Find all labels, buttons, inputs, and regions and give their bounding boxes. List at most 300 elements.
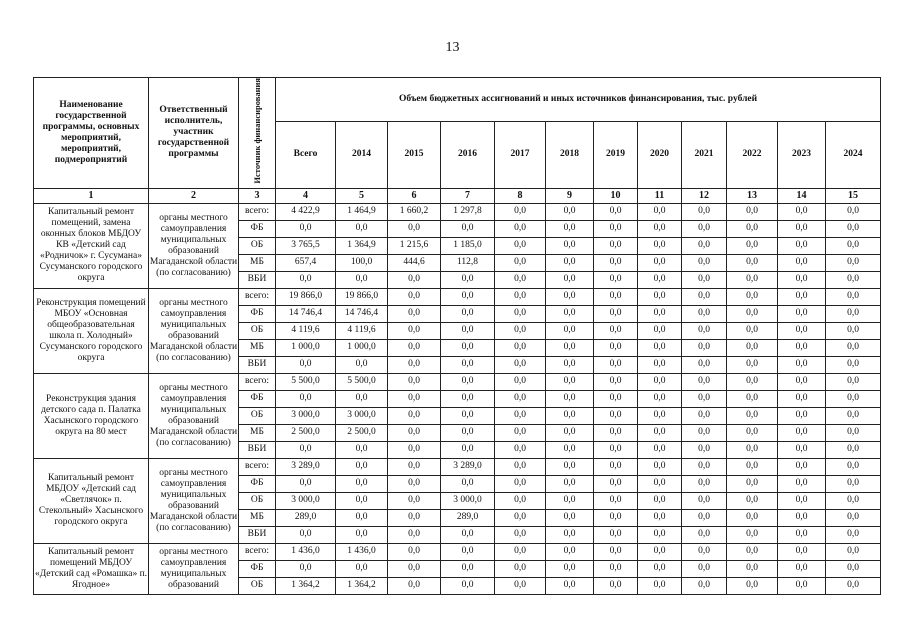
funding-source: МБ	[239, 254, 276, 271]
amount-2015: 0,0	[388, 458, 441, 475]
amount-2021: 0,0	[682, 577, 727, 594]
amount-2014: 0,0	[336, 526, 388, 543]
total-amount: 1 000,0	[276, 339, 336, 356]
amount-2015: 0,0	[388, 305, 441, 322]
amount-2014: 0,0	[336, 560, 388, 577]
amount-2021: 0,0	[682, 203, 727, 220]
amount-2019: 0,0	[594, 390, 638, 407]
funding-source: ФБ	[239, 560, 276, 577]
total-amount: 14 746,4	[276, 305, 336, 322]
amount-2020: 0,0	[638, 373, 682, 390]
amount-2016: 0,0	[441, 339, 495, 356]
amount-2017: 0,0	[495, 407, 546, 424]
funding-source: ФБ	[239, 220, 276, 237]
amount-2015: 0,0	[388, 577, 441, 594]
total-amount: 3 000,0	[276, 407, 336, 424]
amount-2024: 0,0	[826, 577, 881, 594]
funding-source: МБ	[239, 424, 276, 441]
amount-2017: 0,0	[495, 305, 546, 322]
total-amount: 0,0	[276, 475, 336, 492]
amount-2022: 0,0	[727, 475, 778, 492]
amount-2023: 0,0	[778, 339, 826, 356]
amount-2017: 0,0	[495, 543, 546, 560]
amount-2023: 0,0	[778, 509, 826, 526]
amount-2024: 0,0	[826, 543, 881, 560]
amount-2014: 4 119,6	[336, 322, 388, 339]
amount-2015: 0,0	[388, 509, 441, 526]
table-row	[34, 203, 881, 220]
table-row	[34, 543, 881, 560]
amount-2022: 0,0	[727, 254, 778, 271]
amount-2023: 0,0	[778, 543, 826, 560]
total-amount: 1 364,2	[276, 577, 336, 594]
amount-2014: 0,0	[336, 271, 388, 288]
amount-2019: 0,0	[594, 237, 638, 254]
header-total: Всего	[276, 122, 336, 188]
total-amount: 0,0	[276, 560, 336, 577]
amount-2022: 0,0	[727, 356, 778, 373]
amount-2019: 0,0	[594, 577, 638, 594]
funding-source: всего:	[239, 373, 276, 390]
header-source	[239, 78, 276, 189]
header-source-label: Источник финансирования	[252, 78, 262, 184]
amount-2018: 0,0	[546, 509, 594, 526]
amount-2024: 0,0	[826, 322, 881, 339]
amount-2016: 0,0	[441, 220, 495, 237]
program-name: Реконструкция помещений МБОУ «Основная общеобразовательная школа п. Холодный» Сусуманского городского округа	[34, 288, 149, 373]
funding-source: всего:	[239, 458, 276, 475]
amount-2020: 0,0	[638, 237, 682, 254]
amount-2014: 2 500,0	[336, 424, 388, 441]
program-name: Капитальный ремонт МБДОУ «Детский сад «Светлячок» п. Стекольный» Хасынского городского округа	[34, 458, 149, 543]
amount-2019: 0,0	[594, 526, 638, 543]
amount-2017: 0,0	[495, 322, 546, 339]
amount-2015: 1 215,6	[388, 237, 441, 254]
column-number: 11	[638, 188, 682, 203]
amount-2015: 0,0	[388, 424, 441, 441]
funding-source: ФБ	[239, 305, 276, 322]
amount-2016: 0,0	[441, 475, 495, 492]
amount-2024: 0,0	[826, 254, 881, 271]
program-name: Реконструкция здания детского сада п. Палатка Хасынского городского округа на 80 мест	[34, 373, 149, 458]
amount-2023: 0,0	[778, 356, 826, 373]
header-year-2019: 2019	[594, 122, 638, 188]
responsible-executor: органы местного самоуправления муниципальных образований	[149, 543, 239, 594]
amount-2021: 0,0	[682, 237, 727, 254]
amount-2022: 0,0	[727, 577, 778, 594]
amount-2014: 0,0	[336, 475, 388, 492]
funding-source: ФБ	[239, 390, 276, 407]
amount-2018: 0,0	[546, 543, 594, 560]
amount-2022: 0,0	[727, 492, 778, 509]
amount-2018: 0,0	[546, 458, 594, 475]
amount-2024: 0,0	[826, 390, 881, 407]
header-year-2024: 2024	[826, 122, 881, 188]
amount-2019: 0,0	[594, 254, 638, 271]
amount-2019: 0,0	[594, 492, 638, 509]
total-amount: 0,0	[276, 390, 336, 407]
program-name: Капитальный ремонт помещений, замена оконных блоков МБДОУ КВ «Детский сад «Родничок» г. Сусумана» Сусуманского городского округа	[34, 203, 149, 288]
amount-2023: 0,0	[778, 475, 826, 492]
amount-2016: 289,0	[441, 509, 495, 526]
column-number: 12	[682, 188, 727, 203]
amount-2018: 0,0	[546, 526, 594, 543]
amount-2018: 0,0	[546, 475, 594, 492]
amount-2015: 0,0	[388, 220, 441, 237]
amount-2014: 14 746,4	[336, 305, 388, 322]
funding-source: ВБИ	[239, 441, 276, 458]
amount-2023: 0,0	[778, 390, 826, 407]
amount-2014: 1 436,0	[336, 543, 388, 560]
total-amount: 4 422,9	[276, 203, 336, 220]
total-amount: 0,0	[276, 271, 336, 288]
amount-2020: 0,0	[638, 356, 682, 373]
funding-source: всего:	[239, 288, 276, 305]
amount-2021: 0,0	[682, 390, 727, 407]
amount-2020: 0,0	[638, 543, 682, 560]
amount-2016: 0,0	[441, 560, 495, 577]
amount-2014: 0,0	[336, 356, 388, 373]
header-year-2020: 2020	[638, 122, 682, 188]
funding-source: всего:	[239, 203, 276, 220]
responsible-executor: органы местного самоуправления муниципальных образований Магаданской области (по согласованию)	[149, 458, 239, 543]
amount-2023: 0,0	[778, 492, 826, 509]
total-amount: 3 765,5	[276, 237, 336, 254]
header-year-2017: 2017	[495, 122, 546, 188]
amount-2014: 0,0	[336, 509, 388, 526]
amount-2014: 1 364,9	[336, 237, 388, 254]
amount-2020: 0,0	[638, 322, 682, 339]
amount-2018: 0,0	[546, 237, 594, 254]
amount-2021: 0,0	[682, 560, 727, 577]
amount-2020: 0,0	[638, 305, 682, 322]
funding-source: ОБ	[239, 492, 276, 509]
amount-2022: 0,0	[727, 288, 778, 305]
header-volume: Объем бюджетных ассигнований и иных источников финансирования, тыс. рублей	[276, 78, 881, 122]
amount-2023: 0,0	[778, 237, 826, 254]
amount-2015: 0,0	[388, 356, 441, 373]
amount-2016: 0,0	[441, 407, 495, 424]
amount-2023: 0,0	[778, 373, 826, 390]
amount-2020: 0,0	[638, 203, 682, 220]
amount-2017: 0,0	[495, 271, 546, 288]
amount-2016: 3 289,0	[441, 458, 495, 475]
amount-2021: 0,0	[682, 475, 727, 492]
amount-2024: 0,0	[826, 203, 881, 220]
amount-2018: 0,0	[546, 356, 594, 373]
column-number: 14	[778, 188, 826, 203]
total-amount: 0,0	[276, 526, 336, 543]
amount-2017: 0,0	[495, 390, 546, 407]
amount-2021: 0,0	[682, 543, 727, 560]
amount-2018: 0,0	[546, 577, 594, 594]
amount-2014: 1 000,0	[336, 339, 388, 356]
amount-2016: 1 297,8	[441, 203, 495, 220]
column-number: 5	[336, 188, 388, 203]
amount-2024: 0,0	[826, 441, 881, 458]
amount-2018: 0,0	[546, 339, 594, 356]
amount-2016: 0,0	[441, 356, 495, 373]
amount-2022: 0,0	[727, 322, 778, 339]
amount-2024: 0,0	[826, 475, 881, 492]
amount-2023: 0,0	[778, 322, 826, 339]
amount-2019: 0,0	[594, 271, 638, 288]
amount-2017: 0,0	[495, 424, 546, 441]
amount-2022: 0,0	[727, 220, 778, 237]
funding-source: МБ	[239, 339, 276, 356]
header-year-2021: 2021	[682, 122, 727, 188]
amount-2022: 0,0	[727, 441, 778, 458]
column-number: 4	[276, 188, 336, 203]
column-number: 15	[826, 188, 881, 203]
total-amount: 2 500,0	[276, 424, 336, 441]
amount-2019: 0,0	[594, 543, 638, 560]
amount-2017: 0,0	[495, 254, 546, 271]
amount-2020: 0,0	[638, 407, 682, 424]
total-amount: 289,0	[276, 509, 336, 526]
amount-2019: 0,0	[594, 560, 638, 577]
amount-2015: 0,0	[388, 390, 441, 407]
amount-2024: 0,0	[826, 305, 881, 322]
program-name: Капитальный ремонт помещений МБДОУ «Детский сад «Ромашка» п. Ягодное»	[34, 543, 149, 594]
amount-2019: 0,0	[594, 305, 638, 322]
amount-2019: 0,0	[594, 475, 638, 492]
amount-2021: 0,0	[682, 441, 727, 458]
amount-2020: 0,0	[638, 475, 682, 492]
amount-2019: 0,0	[594, 203, 638, 220]
amount-2022: 0,0	[727, 526, 778, 543]
amount-2015: 0,0	[388, 373, 441, 390]
amount-2020: 0,0	[638, 424, 682, 441]
funding-source: ФБ	[239, 475, 276, 492]
amount-2020: 0,0	[638, 441, 682, 458]
amount-2023: 0,0	[778, 305, 826, 322]
total-amount: 0,0	[276, 441, 336, 458]
amount-2018: 0,0	[546, 492, 594, 509]
header-year-2023: 2023	[778, 122, 826, 188]
amount-2017: 0,0	[495, 220, 546, 237]
amount-2017: 0,0	[495, 509, 546, 526]
amount-2022: 0,0	[727, 271, 778, 288]
amount-2014: 0,0	[336, 441, 388, 458]
column-number: 10	[594, 188, 638, 203]
amount-2019: 0,0	[594, 288, 638, 305]
amount-2019: 0,0	[594, 322, 638, 339]
amount-2019: 0,0	[594, 220, 638, 237]
amount-2018: 0,0	[546, 288, 594, 305]
column-number: 13	[727, 188, 778, 203]
funding-source: ВБИ	[239, 356, 276, 373]
responsible-executor: органы местного самоуправления муниципальных образований Магаданской области (по согласованию)	[149, 288, 239, 373]
funding-source: ОБ	[239, 407, 276, 424]
column-number: 6	[388, 188, 441, 203]
amount-2022: 0,0	[727, 458, 778, 475]
amount-2018: 0,0	[546, 424, 594, 441]
funding-source: МБ	[239, 509, 276, 526]
amount-2017: 0,0	[495, 526, 546, 543]
column-number: 3	[239, 188, 276, 203]
amount-2016: 0,0	[441, 390, 495, 407]
amount-2017: 0,0	[495, 492, 546, 509]
amount-2023: 0,0	[778, 560, 826, 577]
amount-2023: 0,0	[778, 203, 826, 220]
amount-2022: 0,0	[727, 543, 778, 560]
amount-2021: 0,0	[682, 407, 727, 424]
responsible-executor: органы местного самоуправления муниципальных образований Магаданской области (по согласованию)	[149, 203, 239, 288]
amount-2017: 0,0	[495, 237, 546, 254]
header-responsible: Ответственный исполнитель, участник государственной программы	[149, 78, 239, 189]
amount-2015: 0,0	[388, 407, 441, 424]
amount-2023: 0,0	[778, 254, 826, 271]
column-number: 9	[546, 188, 594, 203]
amount-2024: 0,0	[826, 373, 881, 390]
funding-source: ВБИ	[239, 526, 276, 543]
amount-2023: 0,0	[778, 424, 826, 441]
amount-2024: 0,0	[826, 356, 881, 373]
amount-2019: 0,0	[594, 441, 638, 458]
amount-2019: 0,0	[594, 424, 638, 441]
amount-2015: 0,0	[388, 339, 441, 356]
amount-2015: 0,0	[388, 543, 441, 560]
amount-2016: 0,0	[441, 373, 495, 390]
amount-2014: 0,0	[336, 390, 388, 407]
funding-source: ОБ	[239, 322, 276, 339]
amount-2018: 0,0	[546, 322, 594, 339]
amount-2021: 0,0	[682, 458, 727, 475]
amount-2020: 0,0	[638, 339, 682, 356]
amount-2017: 0,0	[495, 475, 546, 492]
amount-2014: 0,0	[336, 492, 388, 509]
amount-2015: 0,0	[388, 441, 441, 458]
amount-2020: 0,0	[638, 390, 682, 407]
amount-2014: 0,0	[336, 458, 388, 475]
column-number: 1	[34, 188, 149, 203]
amount-2015: 0,0	[388, 560, 441, 577]
amount-2024: 0,0	[826, 220, 881, 237]
amount-2015: 0,0	[388, 526, 441, 543]
table-row	[34, 288, 881, 305]
amount-2023: 0,0	[778, 288, 826, 305]
amount-2020: 0,0	[638, 577, 682, 594]
amount-2019: 0,0	[594, 356, 638, 373]
amount-2020: 0,0	[638, 271, 682, 288]
amount-2015: 0,0	[388, 475, 441, 492]
amount-2022: 0,0	[727, 237, 778, 254]
amount-2020: 0,0	[638, 288, 682, 305]
amount-2018: 0,0	[546, 390, 594, 407]
amount-2016: 0,0	[441, 305, 495, 322]
amount-2022: 0,0	[727, 373, 778, 390]
amount-2022: 0,0	[727, 390, 778, 407]
amount-2018: 0,0	[546, 407, 594, 424]
amount-2024: 0,0	[826, 458, 881, 475]
amount-2024: 0,0	[826, 339, 881, 356]
funding-source: ОБ	[239, 577, 276, 594]
amount-2020: 0,0	[638, 254, 682, 271]
amount-2019: 0,0	[594, 339, 638, 356]
amount-2024: 0,0	[826, 560, 881, 577]
amount-2021: 0,0	[682, 339, 727, 356]
header-year-2014: 2014	[336, 122, 388, 188]
amount-2016: 1 185,0	[441, 237, 495, 254]
amount-2019: 0,0	[594, 509, 638, 526]
total-amount: 3 289,0	[276, 458, 336, 475]
amount-2021: 0,0	[682, 373, 727, 390]
amount-2016: 0,0	[441, 543, 495, 560]
amount-2018: 0,0	[546, 254, 594, 271]
amount-2023: 0,0	[778, 577, 826, 594]
amount-2022: 0,0	[727, 509, 778, 526]
amount-2022: 0,0	[727, 339, 778, 356]
amount-2018: 0,0	[546, 373, 594, 390]
total-amount: 3 000,0	[276, 492, 336, 509]
amount-2020: 0,0	[638, 458, 682, 475]
amount-2024: 0,0	[826, 526, 881, 543]
amount-2016: 0,0	[441, 288, 495, 305]
table-row	[34, 373, 881, 390]
header-year-2018: 2018	[546, 122, 594, 188]
amount-2021: 0,0	[682, 492, 727, 509]
funding-source: ВБИ	[239, 271, 276, 288]
page-number: 13	[445, 40, 460, 55]
amount-2024: 0,0	[826, 492, 881, 509]
amount-2020: 0,0	[638, 526, 682, 543]
amount-2023: 0,0	[778, 458, 826, 475]
amount-2016: 0,0	[441, 271, 495, 288]
amount-2015: 0,0	[388, 271, 441, 288]
amount-2017: 0,0	[495, 339, 546, 356]
amount-2016: 0,0	[441, 424, 495, 441]
amount-2014: 1 364,2	[336, 577, 388, 594]
amount-2021: 0,0	[682, 220, 727, 237]
amount-2017: 0,0	[495, 441, 546, 458]
amount-2022: 0,0	[727, 560, 778, 577]
amount-2014: 0,0	[336, 220, 388, 237]
amount-2017: 0,0	[495, 577, 546, 594]
total-amount: 4 119,6	[276, 322, 336, 339]
amount-2024: 0,0	[826, 271, 881, 288]
amount-2018: 0,0	[546, 220, 594, 237]
total-amount: 1 436,0	[276, 543, 336, 560]
amount-2016: 0,0	[441, 322, 495, 339]
amount-2015: 0,0	[388, 288, 441, 305]
amount-2017: 0,0	[495, 356, 546, 373]
header-year-2016: 2016	[441, 122, 495, 188]
amount-2018: 0,0	[546, 441, 594, 458]
amount-2019: 0,0	[594, 373, 638, 390]
amount-2015: 0,0	[388, 492, 441, 509]
column-number: 2	[149, 188, 239, 203]
amount-2024: 0,0	[826, 288, 881, 305]
amount-2020: 0,0	[638, 560, 682, 577]
amount-2022: 0,0	[727, 407, 778, 424]
column-number: 7	[441, 188, 495, 203]
amount-2021: 0,0	[682, 356, 727, 373]
amount-2021: 0,0	[682, 526, 727, 543]
amount-2023: 0,0	[778, 526, 826, 543]
financing-table	[33, 77, 881, 595]
amount-2018: 0,0	[546, 203, 594, 220]
total-amount: 0,0	[276, 220, 336, 237]
header-year-2015: 2015	[388, 122, 441, 188]
column-number: 8	[495, 188, 546, 203]
table-row	[34, 458, 881, 475]
amount-2023: 0,0	[778, 220, 826, 237]
amount-2020: 0,0	[638, 220, 682, 237]
amount-2019: 0,0	[594, 458, 638, 475]
amount-2017: 0,0	[495, 373, 546, 390]
amount-2020: 0,0	[638, 509, 682, 526]
